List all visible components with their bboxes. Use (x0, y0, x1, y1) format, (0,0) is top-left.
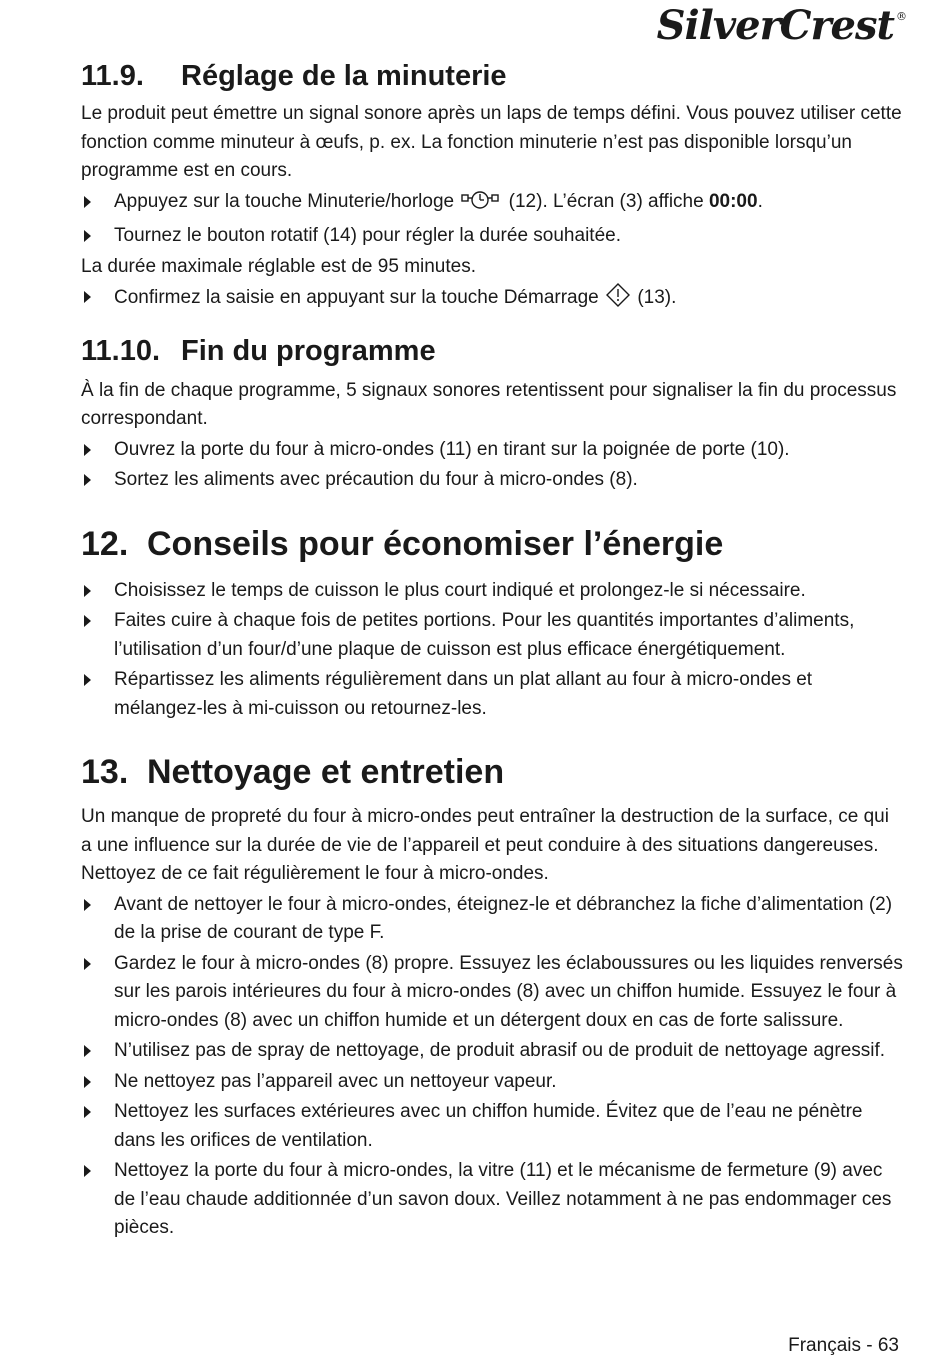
list-item: Nettoyez les surfaces extérieures avec un chiffon humide. Évitez que de l’eau ne pénètre dans les orifices de ventilation. (81, 1098, 903, 1155)
list-item: Nettoyez la porte du four à micro-ondes, la vitre (11) et le mécanisme de fermeture (9) avec de l’eau chaude additionnée d’un savon doux. Veillez notamment à ne pas endommager ces pièces. (81, 1157, 903, 1243)
list-item (81, 188, 903, 221)
section-intro: Le produit peut émettre un signal sonore après un laps de temps défini. Vous pouvez utiliser cette fonction comme minuteur à œufs, p. ex. La fonction minuterie n’est pas disponible lorsqu’un programme est en cours. (81, 103, 902, 181)
list-item (81, 283, 903, 317)
tips-list (81, 577, 903, 724)
brand-logo-text: SilverCrest (656, 2, 894, 49)
section-title: Nettoyage et entretien (147, 753, 505, 791)
timer-clock-icon (461, 189, 501, 221)
section-title: Fin du programme (181, 334, 436, 367)
list-item: Ouvrez la porte du four à micro-ondes (11) en tirant sur la poignée de porte (10). (81, 436, 903, 465)
steps-list (81, 188, 903, 251)
section-number: 12. (81, 524, 129, 563)
list-item: Gardez le four à micro-ondes (8) propre. Essuyez les éclaboussures ou les liquides renversés sur les parois intérieures du four à micro-ondes (8) avec un chiffon humide. Essuyez le four à micro-ondes (8) avec un chiffon humide et un détergent doux en cas de forte salissure. (81, 950, 903, 1036)
section-heading-12 (81, 521, 903, 567)
page-footer: Français - 63 (788, 1335, 899, 1356)
steps-list (81, 283, 903, 317)
list-item: N’utilisez pas de spray de nettoyage, de produit abrasif ou de produit de nettoyage agressif. (81, 1037, 903, 1066)
step-text: (12). L’écran (3) affiche (508, 190, 704, 212)
section-number: 13. (81, 753, 129, 791)
section-title: Conseils pour économiser l’énergie (147, 524, 724, 563)
section-heading-13 (81, 749, 903, 795)
step-text: Confirmez la saisie en appuyant sur la touche Démarrage (114, 287, 599, 308)
list-item: Ne nettoyez pas l’appareil avec un nettoyeur vapeur. (81, 1068, 903, 1097)
registered-mark: ® (896, 10, 906, 23)
list-item: Sortez les aliments avec précaution du four à micro-ondes (8). (81, 466, 903, 495)
page-content (81, 56, 903, 1243)
step-text: (13). (637, 287, 677, 308)
section-number: 11.9. (81, 60, 144, 92)
section-heading-11-10 (81, 331, 903, 371)
steps-list (81, 436, 903, 495)
section-number: 11.10. (81, 334, 161, 367)
section-intro: À la fin de chaque programme, 5 signaux sonores retentissent pour signaliser la fin du processus correspondant. (81, 379, 897, 429)
start-icon (606, 283, 630, 317)
brand-logo (657, 2, 906, 49)
list-item: Avant de nettoyer le four à micro-ondes, éteignez-le et débranchez la fiche d’alimentation (2) de la prise de courant de type F. (81, 891, 903, 948)
section-heading-11-9 (81, 56, 903, 96)
display-value: 00:00 (708, 190, 758, 212)
list-item: Tournez le bouton rotatif (14) pour régler la durée souhaitée. (81, 222, 903, 251)
list-item: Faites cuire à chaque fois de petites portions. Pour les quantités importantes d’aliments, l’utilisation d’un four/d’une plaque de cuisson est plus efficace énergétiquement. (81, 607, 903, 664)
section-title: Réglage de la minuterie (181, 60, 507, 92)
cleaning-list (81, 891, 903, 1243)
section-intro: Un manque de propreté du four à micro-ondes peut entraîner la destruction de la surface, ce qui a une influence sur la durée de vie de l’appareil et peut conduire à des situations dangereuses. Nettoyez de ce fait régulièrement le four à micro-ondes. (81, 806, 889, 884)
step-text: Appuyez sur la touche Minuterie/horloge (114, 190, 455, 212)
list-item: Répartissez les aliments régulièrement dans un plat allant au four à micro-ondes et mélangez-les à mi-cuisson ou retournez-les. (81, 666, 903, 723)
list-item: Choisissez le temps de cuisson le plus court indiqué et prolongez-le si nécessaire. (81, 577, 903, 606)
step-end: . (757, 190, 763, 212)
section-note: La durée maximale réglable est de 95 minutes. (81, 255, 477, 277)
